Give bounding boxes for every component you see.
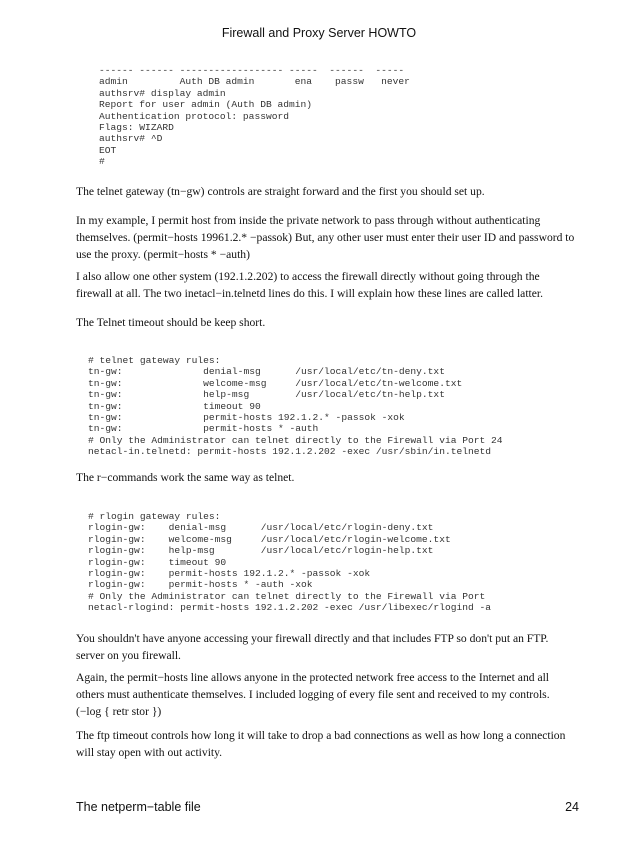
code-block-authsrv: ------ ------ ------------------ ----- ------ ----- admin Auth DB admin ena passw never authsrv# display admin Report for user admin (Auth DB admin) Authentication protocol: password Flags: WIZARD authsrv# ^D EOT # [99,65,410,168]
paragraph-r-commands: The r−commands work the same way as telnet. [76,471,295,484]
code-block-rlogin-rules: # rlogin gateway rules: rlogin-gw: denial-msg /usr/local/etc/rlogin-deny.txt rlogin-gw: welcome-msg /usr/local/etc/rlogin-welcome.txt rlogin-gw: help-msg /usr/local/etc/rlogin-help.txt rlogin-gw: timeout 90 rlogin-gw: permit-hosts 192.1.2.* -passok -xok rlogin-gw: permit-hosts * -auth -xok # Only the Administrator can telnet directly to the Firewall via Port netacl-rlogind: permit-hosts 192.1.2.202 -exec /usr/libexec/rlogind -a [88,511,492,614]
footer-section-title: The netperm−table file [76,800,201,814]
footer-page-number: 24 [565,800,579,814]
paragraph-telnet-timeout: The Telnet timeout should be keep short. [76,316,266,329]
paragraph-no-ftp: You shouldn't have anyone accessing your firewall directly and that includes FTP so don't put an FTP. server on you firewall. [76,632,549,662]
paragraph-ftp-timeout: The ftp timeout controls how long it will take to drop a bad connections as well as how long a connection will stay open with out activity. [76,729,566,759]
paragraph-permit-hosts-logging: Again, the permit−hosts line allows anyone in the protected network free access to the Internet and all others must authenticate themselves. I included logging of every file sent and received to my controls. (−log { retr stor }) [76,671,550,718]
paragraph-direct-access: I also allow one other system (192.1.2.202) to access the firewall directly without going through the firewall at all. The two inetacl−in.telnetd lines do this. I will explain how these lines are called latter. [76,270,544,300]
paragraph-permit-hosts-example: In my example, I permit host from inside the private network to pass through without authenticating themselves. (permit−hosts 19961.2.* −passok) But, any other user must enter their user ID and password to use the proxy. (permit−hosts * −auth) [76,214,575,261]
paragraph-telnet-gateway: The telnet gateway (tn−gw) controls are straight forward and the first you should set up. [76,185,485,198]
code-block-telnet-rules: # telnet gateway rules: tn-gw: denial-msg /usr/local/etc/tn-deny.txt tn-gw: welcome-msg /usr/local/etc/tn-welcome.txt tn-gw: help-msg /usr/local/etc/tn-help.txt tn-gw: timeout 90 tn-gw: permit-hosts 192.1.2.* -passok -xok tn-gw: permit-hosts * -auth # Only the Administrator can telnet directly to the Firewall via Port 24 netacl-in.telnetd: permit-hosts 192.1.2.202 -exec /usr/sbin/in.telnetd [88,355,503,458]
page-header-title: Firewall and Proxy Server HOWTO [221,26,417,40]
